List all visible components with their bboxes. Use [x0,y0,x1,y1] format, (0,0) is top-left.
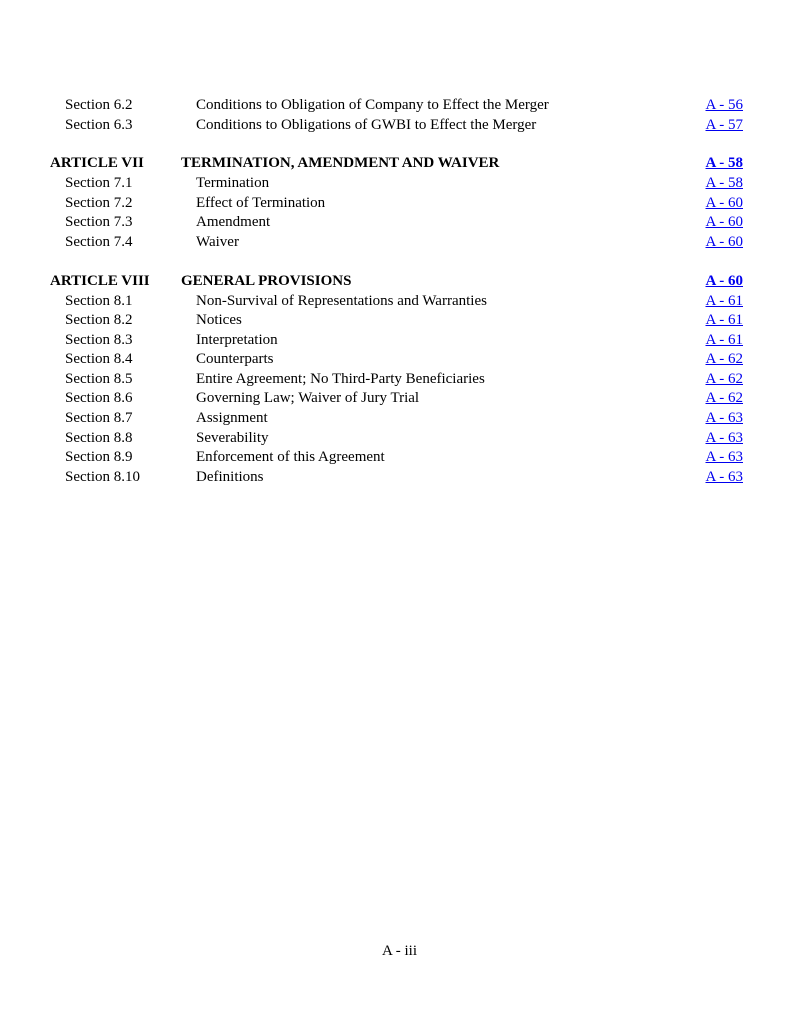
toc-entry-section-8-7 [0,408,799,428]
toc-article-7 [0,153,799,173]
toc-entry-section-6-2 [0,95,799,115]
page-link-article-7[interactable]: A - 58 [705,155,743,171]
page-link-section-8-8[interactable]: A - 63 [705,430,743,446]
section-title: Definitions [196,469,264,485]
section-title: Notices [196,312,242,328]
toc-entry-section-8-3 [0,330,799,350]
section-title: Interpretation [196,332,278,348]
page-link-section-8-9[interactable]: A - 63 [705,449,743,465]
section-title: Assignment [196,410,268,426]
page-link-section-8-5[interactable]: A - 62 [705,371,743,387]
page-link-section-7-1[interactable]: A - 58 [705,175,743,191]
page-number-footer: A - iii [381,943,417,959]
section-number: Section 7.1 [65,175,133,191]
page-link-section-6-2[interactable]: A - 56 [705,97,743,113]
toc-entry-section-7-2 [0,193,799,213]
section-number: Section 8.9 [65,449,133,465]
toc-entry-section-8-1 [0,291,799,311]
section-title: Enforcement of this Agreement [196,449,385,465]
section-number: Section 8.8 [65,430,133,446]
section-title: Amendment [196,214,271,230]
page-link-section-8-1[interactable]: A - 61 [705,293,743,309]
section-title: Effect of Termination [196,195,326,211]
toc-entry-section-8-2 [0,310,799,330]
article-title: TERMINATION, AMENDMENT AND WAIVER [181,155,500,171]
section-number: Section 7.3 [65,214,133,230]
section-number: Section 6.2 [65,97,133,113]
page-link-section-8-10[interactable]: A - 63 [705,469,743,485]
section-number: Section 8.10 [65,469,140,485]
page-link-section-8-4[interactable]: A - 62 [705,351,743,367]
section-number: Section 8.6 [65,390,133,406]
toc-entry-section-7-3 [0,212,799,232]
section-number: Section 8.2 [65,312,133,328]
toc-entry-section-8-5 [0,369,799,389]
page-link-section-8-7[interactable]: A - 63 [705,410,743,426]
section-number: Section 6.3 [65,117,133,133]
section-number: Section 8.5 [65,371,133,387]
toc-entry-section-7-4 [0,232,799,252]
section-title: Counterparts [196,351,274,367]
page-link-section-7-3[interactable]: A - 60 [705,214,743,230]
toc-entry-section-8-8 [0,428,799,448]
section-title: Governing Law; Waiver of Jury Trial [196,390,420,406]
toc-entry-section-8-6 [0,388,799,408]
article-title: GENERAL PROVISIONS [181,273,352,289]
page-link-section-8-3[interactable]: A - 61 [705,332,743,348]
section-number: Section 8.7 [65,410,133,426]
section-number: Section 8.1 [65,293,133,309]
section-number: Section 8.3 [65,332,133,348]
toc-entry-section-8-10 [0,467,799,487]
page-link-section-7-4[interactable]: A - 60 [705,234,743,250]
toc-entry-section-6-3 [0,115,799,135]
section-title: Termination [196,175,270,191]
section-number: Section 7.4 [65,234,133,250]
section-title: Non-Survival of Representations and Warranties [196,293,487,309]
section-title: Conditions to Obligation of Company to Effect the Merger [196,97,549,113]
toc-article-8 [0,271,799,291]
toc-entry-section-8-4 [0,349,799,369]
section-title: Waiver [196,234,239,250]
page-link-section-7-2[interactable]: A - 60 [705,195,743,211]
section-number: Section 7.2 [65,195,133,211]
article-number: ARTICLE VII [50,155,144,171]
section-title: Severability [196,430,269,446]
page-link-section-6-3[interactable]: A - 57 [705,117,743,133]
toc-entry-section-7-1 [0,173,799,193]
section-title: Entire Agreement; No Third-Party Beneficiaries [196,371,485,387]
page-link-section-8-2[interactable]: A - 61 [705,312,743,328]
article-number: ARTICLE VIII [50,273,150,289]
page-link-article-8[interactable]: A - 60 [705,273,743,289]
section-number: Section 8.4 [65,351,133,367]
toc-entry-section-8-9 [0,447,799,467]
section-title: Conditions to Obligations of GWBI to Effect the Merger [196,117,537,133]
page-link-section-8-6[interactable]: A - 62 [705,390,743,406]
